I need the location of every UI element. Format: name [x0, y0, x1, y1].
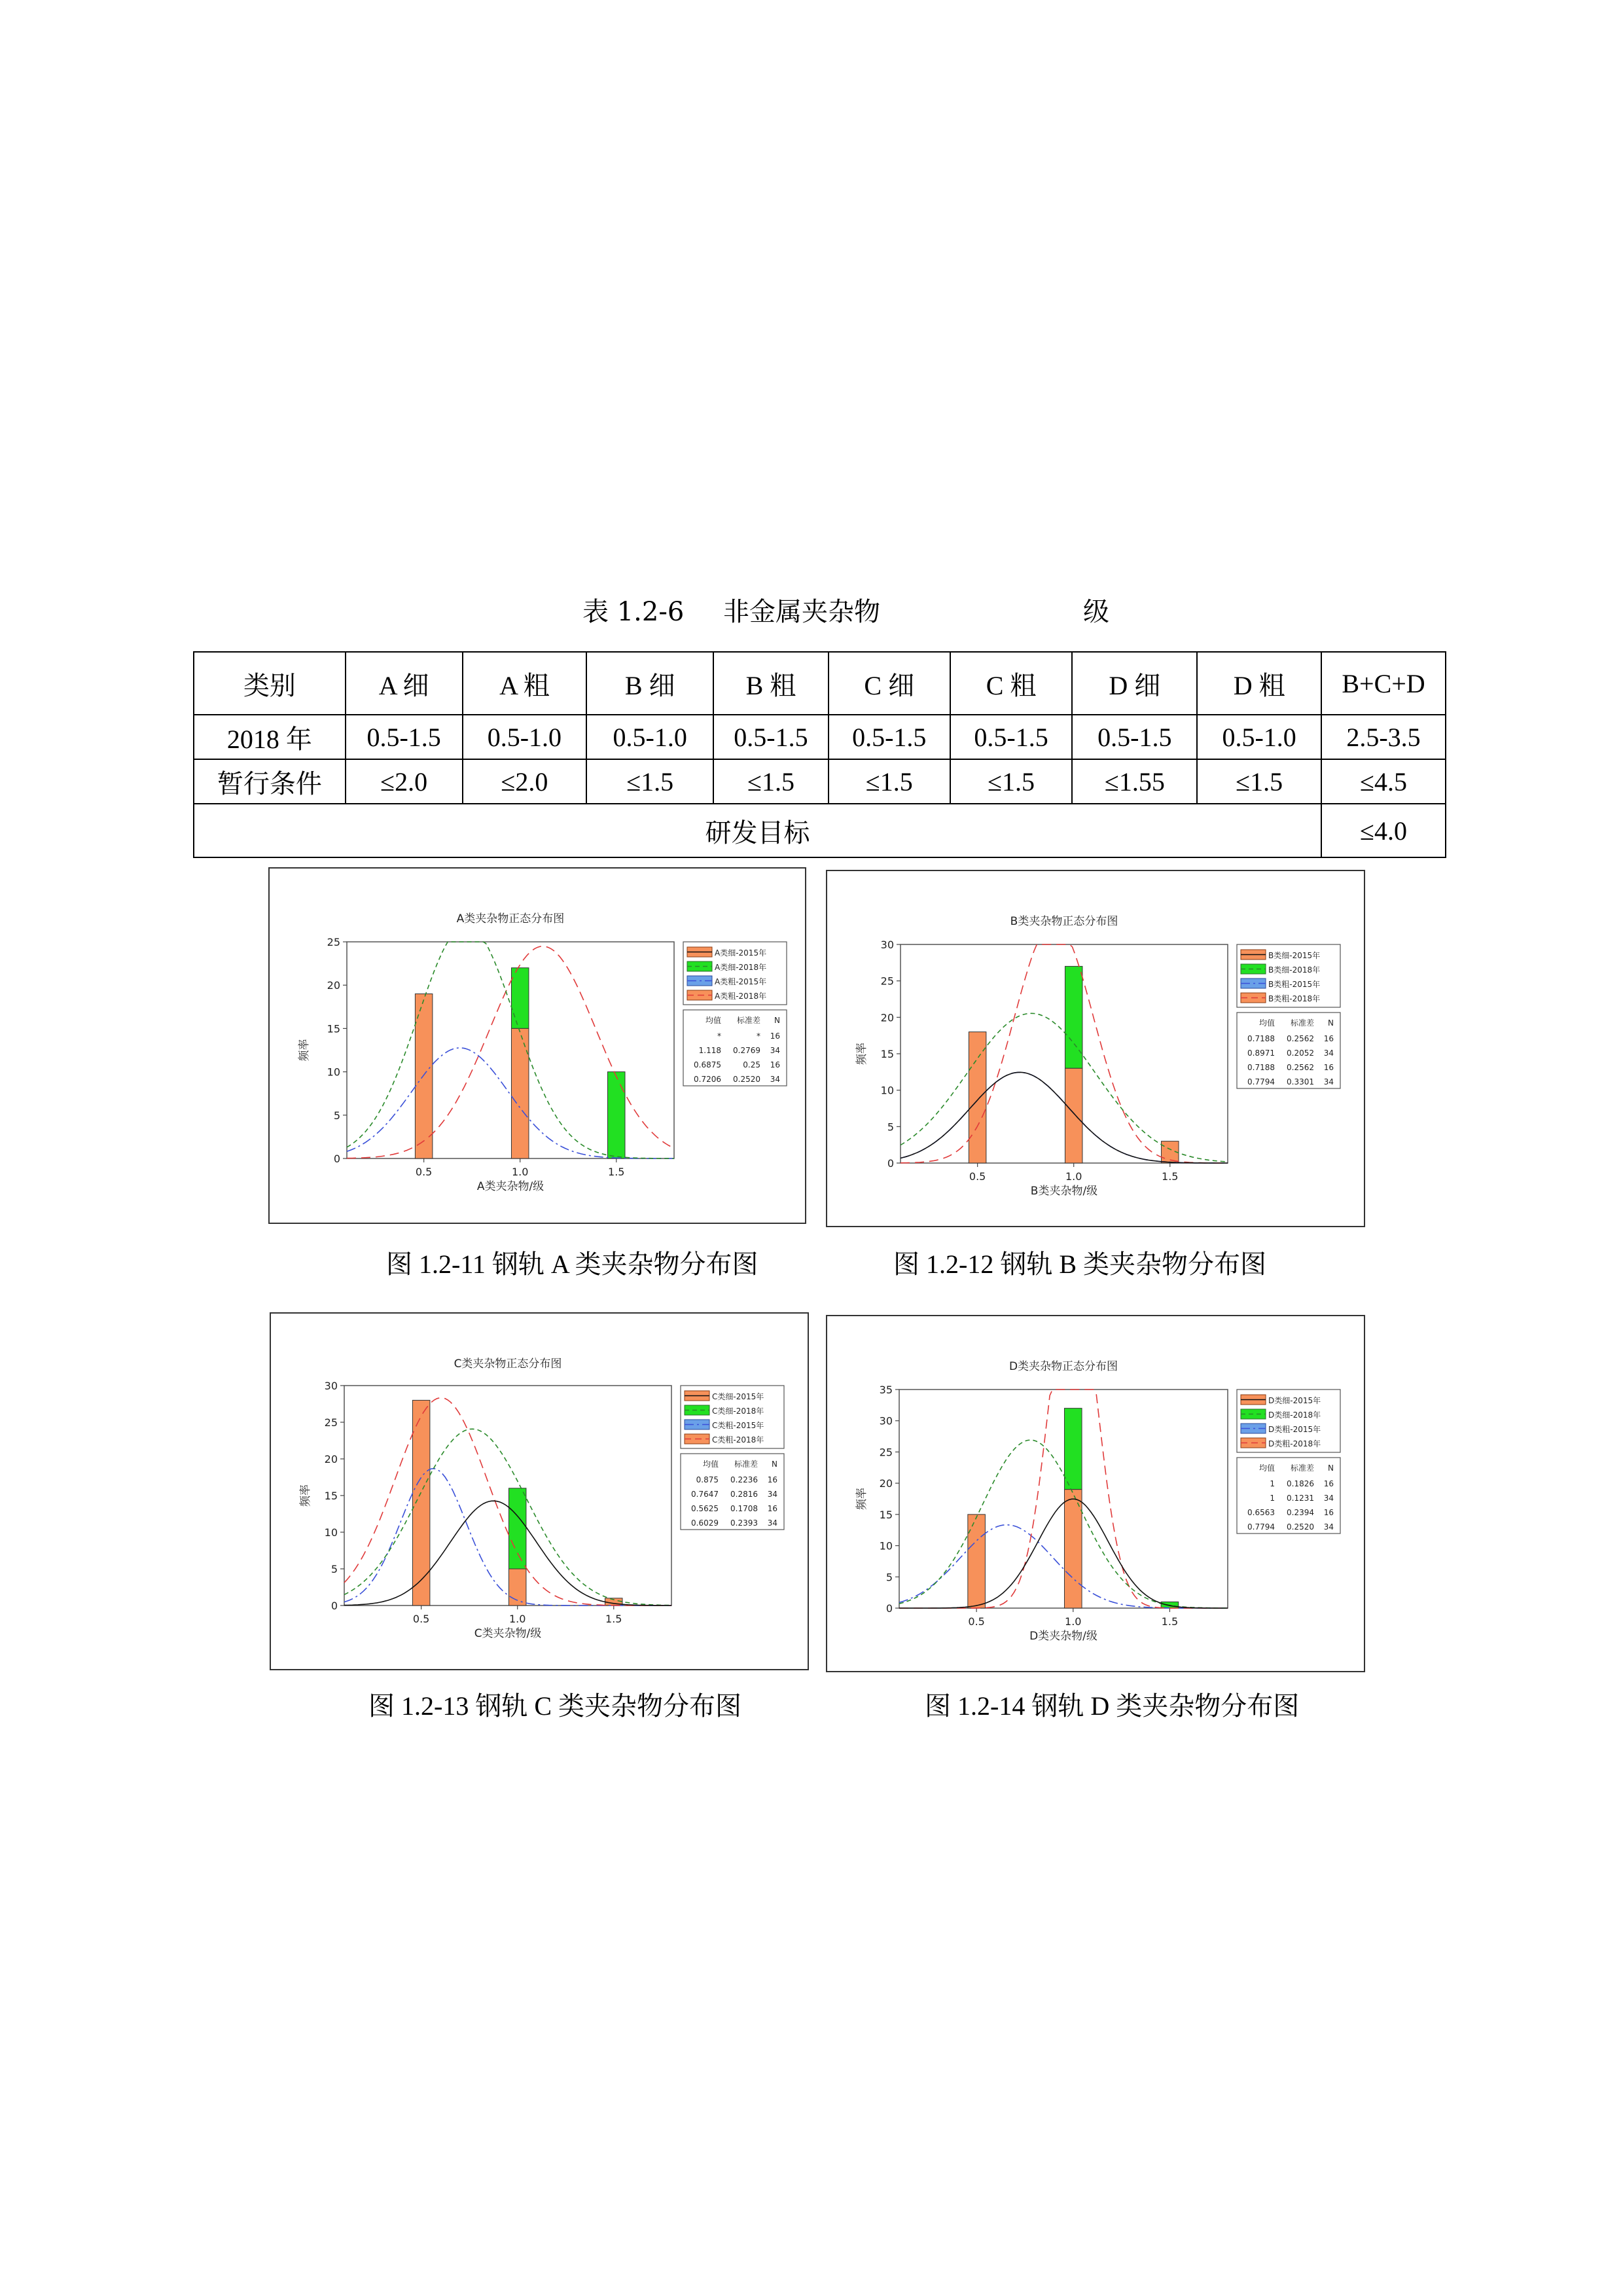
stats-cell: 0.6875: [694, 1060, 721, 1069]
header-cell: B+C+D: [1321, 652, 1446, 715]
legend-label: A类粗-2015年: [715, 977, 767, 986]
bar-green: [511, 968, 528, 1029]
stats-cell: 0.25: [743, 1060, 760, 1069]
stats-cell: 16: [1323, 1479, 1334, 1488]
chart-title: A类夹杂物正态分布图: [456, 912, 565, 925]
stats-cell: 16: [770, 1031, 780, 1041]
table-row: [194, 715, 1446, 759]
stats-cell: 0.2562: [1287, 1034, 1314, 1043]
stats-cell: 0.2393: [730, 1518, 758, 1528]
header-cell: C 细: [829, 652, 950, 715]
chart-c-svg: [271, 1314, 808, 1669]
bar-green: [508, 1488, 526, 1569]
table-cell: 0.5-1.0: [586, 715, 713, 759]
stats-cell: 34: [767, 1490, 777, 1499]
stats-cell: 34: [1323, 1049, 1334, 1058]
stats-cell: 0.1708: [730, 1504, 758, 1513]
x-axis-label: D类夹杂物/级: [1029, 1630, 1097, 1643]
legend-label: B类粗-2018年: [1268, 994, 1321, 1003]
plot-area: [899, 1390, 1228, 1608]
stats-cell: 34: [1323, 1494, 1334, 1503]
legend-label: A类粗-2018年: [715, 992, 767, 1001]
x-tick-label: 0.5: [412, 1613, 430, 1625]
y-tick-label: 10: [880, 1084, 894, 1097]
stats-header: N: [1328, 1463, 1334, 1473]
stats-header: 标准差: [736, 1016, 760, 1025]
stats-header: N: [774, 1016, 780, 1025]
header-cell: D 细: [1072, 652, 1197, 715]
stats-cell: 34: [767, 1518, 777, 1528]
stats-cell: 0.2562: [1287, 1063, 1314, 1072]
chart-a-svg: [270, 869, 805, 1223]
stats-cell: 0.2236: [730, 1475, 758, 1484]
table-cell: 0.5-1.5: [713, 715, 829, 759]
y-tick-label: 10: [879, 1539, 893, 1552]
legend-label: B类细-2015年: [1268, 951, 1321, 960]
table-cell: 2018 年: [194, 715, 346, 759]
stats-cell: 34: [1323, 1077, 1334, 1086]
stats-cell: 16: [1323, 1508, 1334, 1517]
stats-header: N: [772, 1460, 777, 1469]
plot-area: [344, 1386, 671, 1605]
x-tick-label: 1.0: [508, 1613, 526, 1625]
table-number: 表 1.2-6: [582, 597, 685, 627]
stats-cell: 0.6563: [1247, 1508, 1275, 1517]
table-cell: ≤1.55: [1072, 759, 1197, 804]
header-cell: A 细: [346, 652, 463, 715]
table-cell: 0.5-1.5: [829, 715, 950, 759]
stats-cell: 34: [770, 1075, 780, 1084]
stats-cell: 34: [770, 1046, 780, 1055]
stats-cell: 1: [1270, 1479, 1275, 1488]
stats-cell: 0.875: [696, 1475, 719, 1484]
x-axis-label: C类夹杂物/级: [474, 1627, 542, 1640]
stats-cell: 0.5625: [691, 1504, 719, 1513]
y-tick-label: 0: [887, 1157, 894, 1170]
stats-header: 均值: [1258, 1463, 1275, 1473]
table-cell: 0.5-1.5: [1072, 715, 1197, 759]
stats-header: 标准差: [1290, 1463, 1314, 1473]
table-cell: ≤2.0: [463, 759, 587, 804]
y-tick-label: 25: [880, 975, 894, 988]
stats-cell: 34: [1323, 1522, 1334, 1532]
x-axis-label: B类夹杂物/级: [1030, 1185, 1098, 1198]
stats-cell: 0.1826: [1287, 1479, 1314, 1488]
y-tick-label: 30: [879, 1414, 893, 1427]
table-cell: 暂行条件: [194, 759, 346, 804]
bar-orange: [969, 1032, 986, 1163]
chart-b-figure: [826, 870, 1365, 1227]
stats-cell: 0.7647: [691, 1490, 719, 1499]
y-tick-label: 35: [879, 1384, 893, 1396]
table-header-row: [194, 652, 1446, 715]
table-name: 非金属夹杂物: [723, 597, 880, 627]
y-tick-label: 20: [879, 1477, 893, 1490]
stats-cell: 1.118: [698, 1046, 721, 1055]
table-cell: ≤1.5: [950, 759, 1073, 804]
x-axis-label: A类夹杂物/级: [476, 1180, 544, 1193]
table-cell: ≤1.5: [586, 759, 713, 804]
chart-title: D类夹杂物正态分布图: [1008, 1360, 1118, 1373]
y-axis-label: 频率: [855, 1043, 868, 1065]
legend-label: B类细-2018年: [1268, 965, 1321, 975]
header-cell: B 粗: [713, 652, 829, 715]
stats-cell: 16: [767, 1475, 777, 1484]
legend-label: D类细-2018年: [1268, 1410, 1321, 1420]
x-tick-label: 1.5: [608, 1166, 625, 1178]
bar-orange: [511, 1028, 528, 1158]
table-cell: ≤4.5: [1321, 759, 1446, 804]
stats-cell: 0.7794: [1247, 1522, 1275, 1532]
y-tick-label: 0: [885, 1602, 893, 1615]
stats-cell: 0.7188: [1247, 1063, 1275, 1072]
table-cell: 0.5-1.5: [950, 715, 1073, 759]
y-tick-label: 20: [327, 979, 340, 992]
stats-header: 均值: [705, 1016, 721, 1025]
y-tick-label: 0: [333, 1153, 340, 1165]
stats-cell: 16: [770, 1060, 780, 1069]
y-tick-label: 15: [879, 1508, 893, 1521]
bar-green: [1065, 966, 1082, 1068]
y-tick-label: 5: [885, 1571, 893, 1584]
chart-title: B类夹杂物正态分布图: [1010, 915, 1118, 928]
y-tick-label: 25: [324, 1416, 338, 1429]
stats-header: 均值: [702, 1460, 719, 1469]
header-cell: D 粗: [1197, 652, 1321, 715]
target-value-cell: ≤4.0: [1321, 804, 1446, 857]
stats-cell: 0.7188: [1247, 1034, 1275, 1043]
stats-header: N: [1328, 1018, 1334, 1028]
table-cell: ≤1.5: [829, 759, 950, 804]
figure-caption: 图 1.2-13 钢轨 C 类夹杂物分布图: [368, 1691, 741, 1721]
legend-label: D类粗-2015年: [1268, 1425, 1321, 1434]
table-title: [0, 591, 1623, 630]
stats-cell: 0.3301: [1287, 1077, 1314, 1086]
y-tick-label: 15: [880, 1048, 894, 1060]
table-cell: 2.5-3.5: [1321, 715, 1446, 759]
table-row: [194, 759, 1446, 804]
y-axis-label: 频率: [298, 1039, 311, 1062]
stats-cell: 0.2394: [1287, 1508, 1314, 1517]
y-tick-label: 20: [324, 1453, 338, 1465]
bar-orange: [968, 1515, 986, 1608]
legend-label: A类细-2015年: [715, 948, 767, 958]
stats-cell: 0.6029: [691, 1518, 719, 1528]
y-tick-label: 5: [330, 1563, 338, 1575]
stats-header: 标准差: [734, 1460, 758, 1469]
y-axis-label: 频率: [855, 1488, 868, 1510]
y-tick-label: 15: [327, 1022, 340, 1035]
x-tick-label: 0.5: [969, 1170, 986, 1183]
stats-cell: 0.7206: [694, 1075, 721, 1084]
y-tick-label: 25: [327, 936, 340, 948]
y-tick-label: 30: [324, 1380, 338, 1392]
y-tick-label: 5: [887, 1121, 894, 1134]
stats-cell: 0.2520: [1287, 1522, 1314, 1532]
table-cell: ≤1.5: [713, 759, 829, 804]
stats-cell: 0.2769: [733, 1046, 760, 1055]
stats-cell: 16: [767, 1504, 777, 1513]
y-axis-label: 频率: [299, 1484, 312, 1507]
stats-cell: 0.2520: [733, 1075, 760, 1084]
figure-caption: 图 1.2-14 钢轨 D 类夹杂物分布图: [925, 1691, 1300, 1721]
stats-header: 标准差: [1290, 1018, 1314, 1028]
legend-label: C类粗-2018年: [712, 1435, 764, 1444]
table-cell: 0.5-1.0: [1197, 715, 1321, 759]
header-cell: B 细: [586, 652, 713, 715]
bar-orange: [1065, 1068, 1082, 1163]
legend-label: C类细-2015年: [712, 1392, 764, 1401]
stats-cell: 0.1231: [1287, 1494, 1314, 1503]
x-tick-label: 1.5: [1162, 1170, 1179, 1183]
y-tick-label: 5: [333, 1109, 340, 1122]
chart-a-figure: [268, 867, 806, 1224]
x-tick-label: 1.5: [605, 1613, 622, 1625]
stats-cell: 0.7794: [1247, 1077, 1275, 1086]
y-tick-label: 25: [879, 1446, 893, 1459]
x-tick-label: 1.5: [1161, 1615, 1179, 1628]
table-cell: 0.5-1.5: [346, 715, 463, 759]
x-tick-label: 1.0: [511, 1166, 529, 1178]
bar-green: [1064, 1408, 1082, 1490]
chart-c-figure: [270, 1312, 809, 1670]
y-tick-label: 10: [324, 1526, 338, 1539]
y-tick-label: 30: [880, 939, 894, 951]
table-cell: ≤2.0: [346, 759, 463, 804]
y-tick-label: 10: [327, 1066, 340, 1079]
legend-label: A类细-2018年: [715, 963, 767, 972]
header-cell: A 粗: [463, 652, 587, 715]
y-tick-label: 20: [880, 1011, 894, 1024]
legend-label: D类细-2015年: [1268, 1396, 1321, 1405]
table-suffix: 级: [1083, 597, 1109, 627]
stats-cell: 0.2816: [730, 1490, 758, 1499]
header-cell: 类别: [194, 652, 346, 715]
table-row: [194, 804, 1446, 857]
stats-cell: 0.2052: [1287, 1049, 1314, 1058]
y-tick-label: 0: [330, 1600, 338, 1612]
y-tick-label: 15: [324, 1490, 338, 1502]
chart-b-svg: [827, 871, 1364, 1226]
x-tick-label: 0.5: [968, 1615, 985, 1628]
inclusion-spec-table: [193, 651, 1446, 858]
x-tick-label: 1.0: [1065, 1615, 1082, 1628]
stats-header: 均值: [1258, 1018, 1275, 1028]
table-cell: ≤1.5: [1197, 759, 1321, 804]
legend-label: D类粗-2018年: [1268, 1439, 1321, 1448]
bar-orange: [1064, 1490, 1082, 1608]
stats-cell: *: [717, 1031, 721, 1041]
chart-title: C类夹杂物正态分布图: [454, 1357, 562, 1371]
x-tick-label: 0.5: [415, 1166, 433, 1178]
target-label-cell: 研发目标: [194, 804, 1321, 857]
legend-label: C类粗-2015年: [712, 1421, 764, 1430]
legend-label: C类细-2018年: [712, 1407, 764, 1416]
chart-d-figure: [826, 1315, 1365, 1672]
x-tick-label: 1.0: [1065, 1170, 1082, 1183]
table-cell: 0.5-1.0: [463, 715, 587, 759]
stats-cell: 0.8971: [1247, 1049, 1275, 1058]
stats-cell: 1: [1270, 1494, 1275, 1503]
header-cell: C 粗: [950, 652, 1073, 715]
bar-green: [608, 1072, 625, 1158]
legend-label: B类粗-2015年: [1268, 980, 1321, 989]
chart-d-svg: [827, 1316, 1364, 1671]
stats-cell: *: [757, 1031, 760, 1041]
figure-caption: 图 1.2-11 钢轨 A 类夹杂物分布图: [386, 1249, 758, 1279]
stats-cell: 16: [1323, 1063, 1334, 1072]
stats-cell: 16: [1323, 1034, 1334, 1043]
figure-caption: 图 1.2-12 钢轨 B 类夹杂物分布图: [893, 1249, 1266, 1279]
